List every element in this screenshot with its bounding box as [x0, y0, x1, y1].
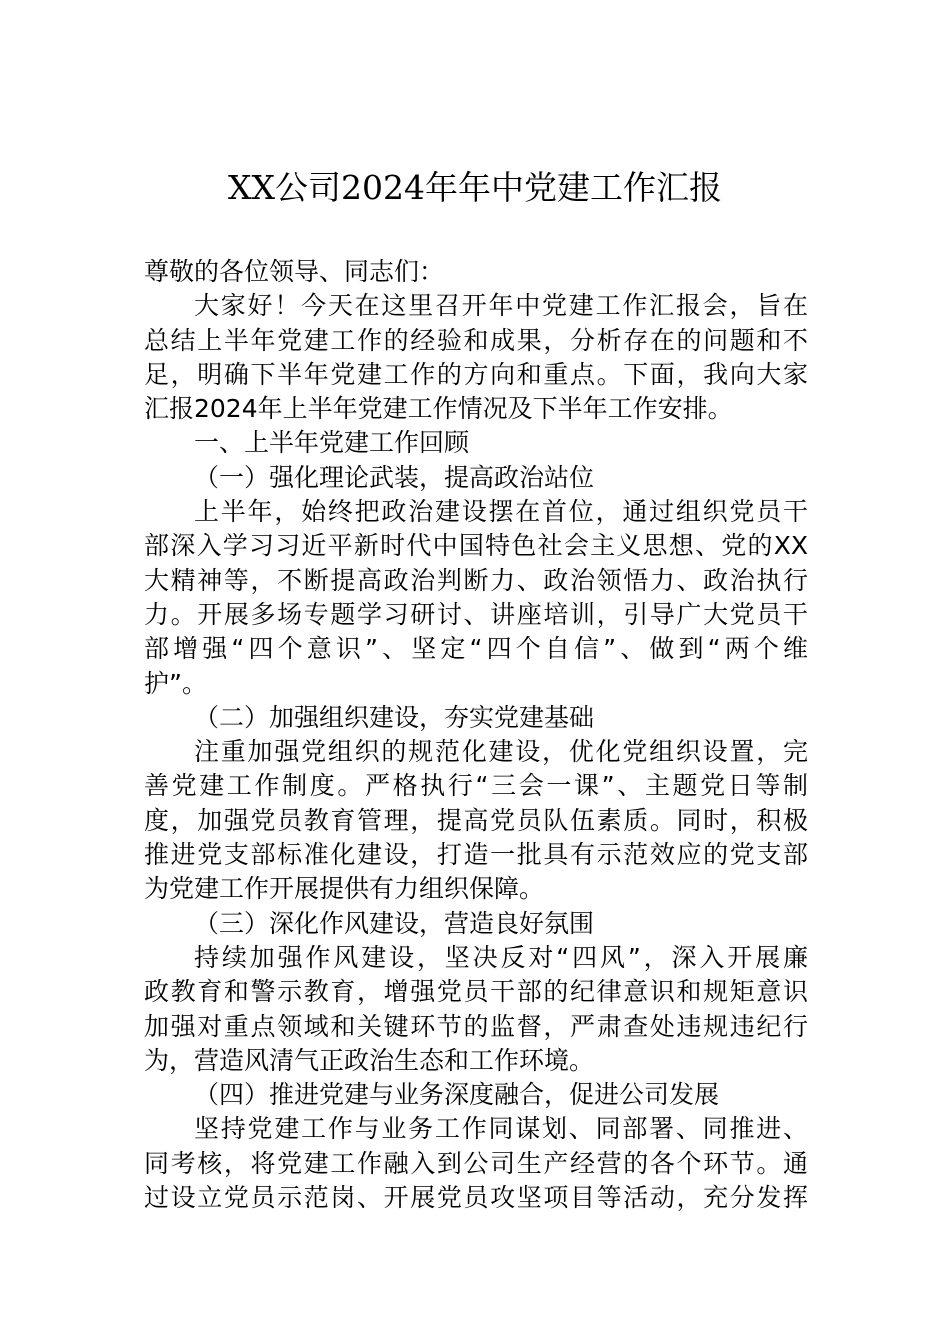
document-title: XX公司2024年年中党建工作汇报: [228, 168, 722, 207]
paragraph-line: 尊敬的各位领导、同志们：: [144, 257, 445, 286]
paragraph-line: 大家好！今天在这里召开年中党建工作汇报会，旨在: [194, 291, 808, 321]
paragraph-line: 部增强“四个意识”、坚定“四个自信”、做到“两个维: [144, 634, 808, 664]
paragraph-line: 汇报2024年上半年党建工作情况及下半年工作安排。: [144, 394, 733, 424]
paragraph-line: 持续加强作风建设，坚决反对“四风”，深入开展廉: [194, 942, 808, 972]
paragraph-line: （一）强化理论武装，提高政治站位: [194, 462, 595, 492]
paragraph-line: 注重加强党组织的规范化建设，优化党组织设置，完: [194, 737, 808, 767]
paragraph-line: 上半年，始终把政治建设摆在首位，通过组织党员干: [194, 497, 808, 527]
paragraph-line: 为党建工作开展提供有力组织保障。: [144, 874, 545, 904]
paragraph-line: 同考核，将党建工作融入到公司生产经营的各个环节。通: [144, 1148, 808, 1178]
paragraph-line: 大精神等，不断提高政治判断力、政治领悟力、政治执行: [144, 565, 808, 595]
paragraph-line: 足，明确下半年党建工作的方向和重点。下面，我向大家: [144, 359, 808, 389]
paragraph-line: 过设立党员示范岗、开展党员攻坚项目等活动，充分发挥: [144, 1183, 808, 1213]
paragraph-line: 善党建工作制度。严格执行“三会一课”、主题党日等制: [144, 771, 808, 801]
paragraph-line: 坚持党建工作与业务工作同谋划、同部署、同推进、: [194, 1114, 808, 1144]
paragraph-line: 一、上半年党建工作回顾: [194, 428, 470, 458]
paragraph-line: 护”。: [144, 668, 207, 698]
paragraph-line: 为，营造风清气正政治生态和工作环境。: [144, 1045, 595, 1075]
document-body: [144, 255, 808, 1215]
paragraph-line: （四）推进党建与业务深度融合，促进公司发展: [194, 1080, 720, 1110]
paragraph-line: （二）加强组织建设，夯实党建基础: [194, 702, 595, 732]
paragraph-line: 加强对重点领域和关键环节的监督，严肃查处违规违纪行: [144, 1011, 808, 1041]
paragraph-line: （三）深化作风建设，营造良好氛围: [194, 908, 595, 938]
paragraph-line: 推进党支部标准化建设，打造一批具有示范效应的党支部: [144, 840, 808, 870]
paragraph-line: 政教育和警示教育，增强党员干部的纪律意识和规矩意识: [144, 977, 808, 1007]
paragraph-line: 总结上半年党建工作的经验和成果，分析存在的问题和不: [144, 325, 808, 355]
paragraph-line: 力。开展多场专题学习研讨、讲座培训，引导广大党员干: [144, 599, 808, 629]
paragraph-line: 部深入学习习近平新时代中国特色社会主义思想、党的XX: [144, 531, 808, 561]
paragraph-line: 度，加强党员教育管理，提高党员队伍素质。同时，积极: [144, 805, 808, 835]
